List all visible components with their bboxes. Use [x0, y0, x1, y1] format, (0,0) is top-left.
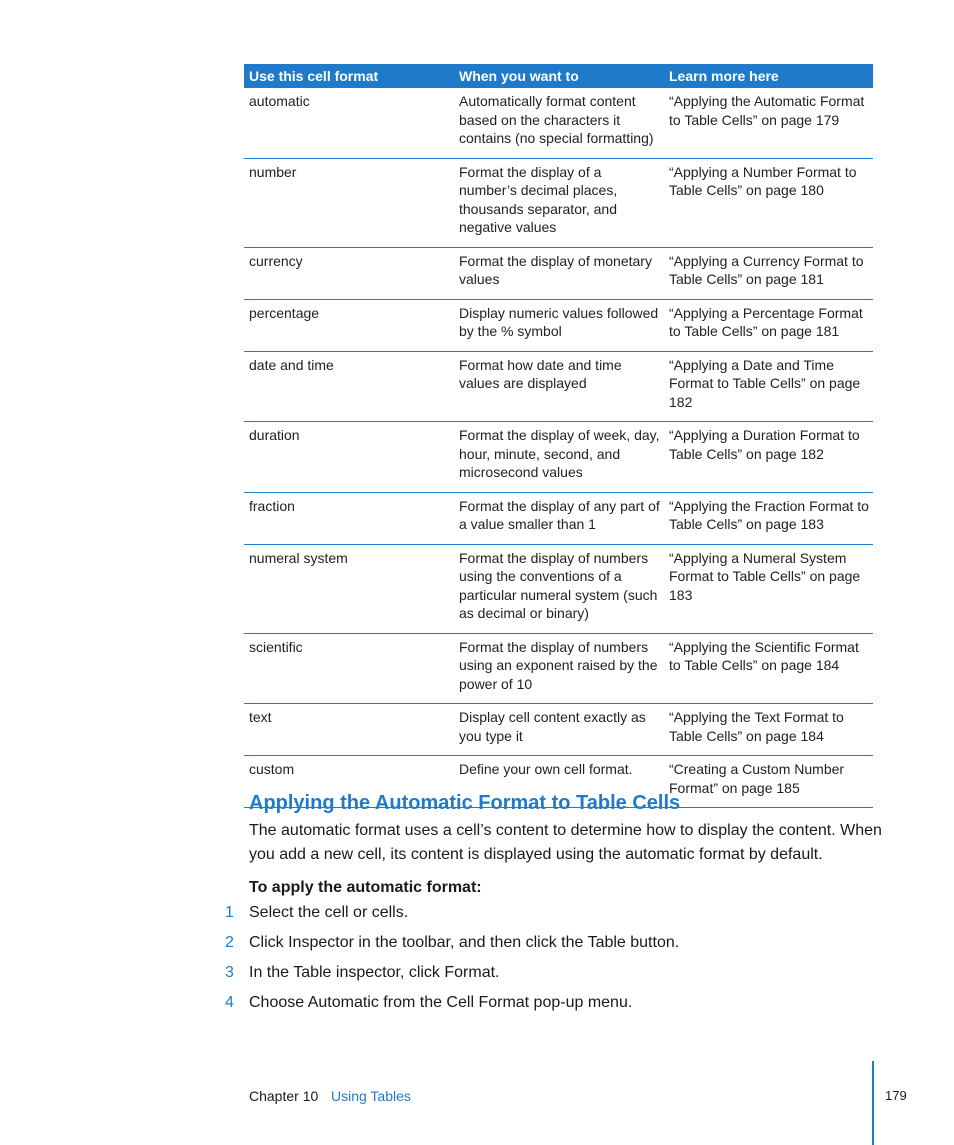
table-row [244, 704, 873, 756]
reference-cell: “Applying the Scientific Format to Table Cells” on page 184 [664, 633, 873, 704]
step-number: 3 [225, 964, 234, 981]
table-row [244, 544, 873, 633]
format-name-cell: currency [244, 247, 454, 299]
table-row [244, 633, 873, 704]
description-cell: Format the display of numbers using the conventions of a particular numeral system (such as decimal or binary) [454, 544, 664, 633]
reference-cell: “Applying a Currency Format to Table Cells” on page 181 [664, 247, 873, 299]
format-name-cell: number [244, 158, 454, 247]
step-number: 1 [225, 904, 234, 921]
footer-chapter-title-link[interactable]: Using Tables [331, 1088, 411, 1104]
format-name-cell: scientific [244, 633, 454, 704]
format-name-cell: automatic [244, 88, 454, 158]
step-number: 2 [225, 934, 234, 951]
section-heading: Applying the Automatic Format to Table Cells [249, 792, 681, 814]
description-cell: Format how date and time values are displayed [454, 351, 664, 422]
step-text: Choose Automatic from the Cell Format pop-up menu. [249, 994, 633, 1011]
reference-cell: “Applying a Duration Format to Table Cells” on page 182 [664, 422, 873, 493]
description-cell: Format the display of week, day, hour, minute, second, and microsecond values [454, 422, 664, 493]
step-text: Click Inspector in the toolbar, and then click the Table button. [249, 934, 680, 951]
section-intro-paragraph: The automatic format uses a cell’s content to determine how to display the content. When you add a new cell, its content is displayed using the automatic format by default. [249, 822, 882, 863]
footer-divider [872, 1061, 874, 1145]
table-row [244, 158, 873, 247]
reference-cell: “Applying a Percentage Format to Table Cells” on page 181 [664, 299, 873, 351]
table-row [244, 247, 873, 299]
format-name-cell: custom [244, 756, 454, 808]
description-cell: Automatically format content based on the characters it contains (no special formatting) [454, 88, 664, 158]
procedure-step [225, 994, 632, 1012]
reference-cell: “Applying a Numeral System Format to Table Cells” on page 183 [664, 544, 873, 633]
format-name-cell: date and time [244, 351, 454, 422]
format-name-cell: duration [244, 422, 454, 493]
format-name-cell: numeral system [244, 544, 454, 633]
footer-chapter-label: Chapter 10 [249, 1088, 319, 1104]
step-text: Select the cell or cells. [249, 904, 409, 921]
description-cell: Format the display of any part of a value smaller than 1 [454, 492, 664, 544]
table-row [244, 492, 873, 544]
procedure-step [225, 904, 408, 922]
procedure-heading: To apply the automatic format: [249, 879, 482, 896]
procedure-step [225, 934, 679, 952]
header-learn-more: Learn more here [664, 64, 873, 88]
reference-cell: “Applying the Fraction Format to Table Cells” on page 183 [664, 492, 873, 544]
reference-cell: “Creating a Custom Number Format” on page 185 [664, 756, 873, 808]
table-row [244, 422, 873, 493]
reference-cell: “Applying the Automatic Format to Table Cells” on page 179 [664, 88, 873, 158]
table-row [244, 299, 873, 351]
footer-page-number: 179 [885, 1088, 907, 1103]
description-cell: Display cell content exactly as you type it [454, 704, 664, 756]
format-name-cell: fraction [244, 492, 454, 544]
table-header-row [244, 64, 873, 88]
step-number: 4 [225, 994, 234, 1011]
header-cell-format: Use this cell format [244, 64, 454, 88]
format-name-cell: text [244, 704, 454, 756]
reference-cell: “Applying the Text Format to Table Cells” on page 184 [664, 704, 873, 756]
description-cell: Format the display of monetary values [454, 247, 664, 299]
reference-cell: “Applying a Date and Time Format to Table Cells” on page 182 [664, 351, 873, 422]
reference-cell: “Applying a Number Format to Table Cells” on page 180 [664, 158, 873, 247]
description-cell: Display numeric values followed by the % symbol [454, 299, 664, 351]
description-cell: Format the display of a number’s decimal places, thousands separator, and negative values [454, 158, 664, 247]
format-name-cell: percentage [244, 299, 454, 351]
table-row [244, 351, 873, 422]
description-cell: Define your own cell format. [454, 756, 664, 808]
table-row [244, 88, 873, 158]
step-text: In the Table inspector, click Format. [249, 964, 500, 981]
procedure-step [225, 964, 499, 982]
cell-format-table [244, 64, 873, 808]
header-when-you-want: When you want to [454, 64, 664, 88]
description-cell: Format the display of numbers using an exponent raised by the power of 10 [454, 633, 664, 704]
